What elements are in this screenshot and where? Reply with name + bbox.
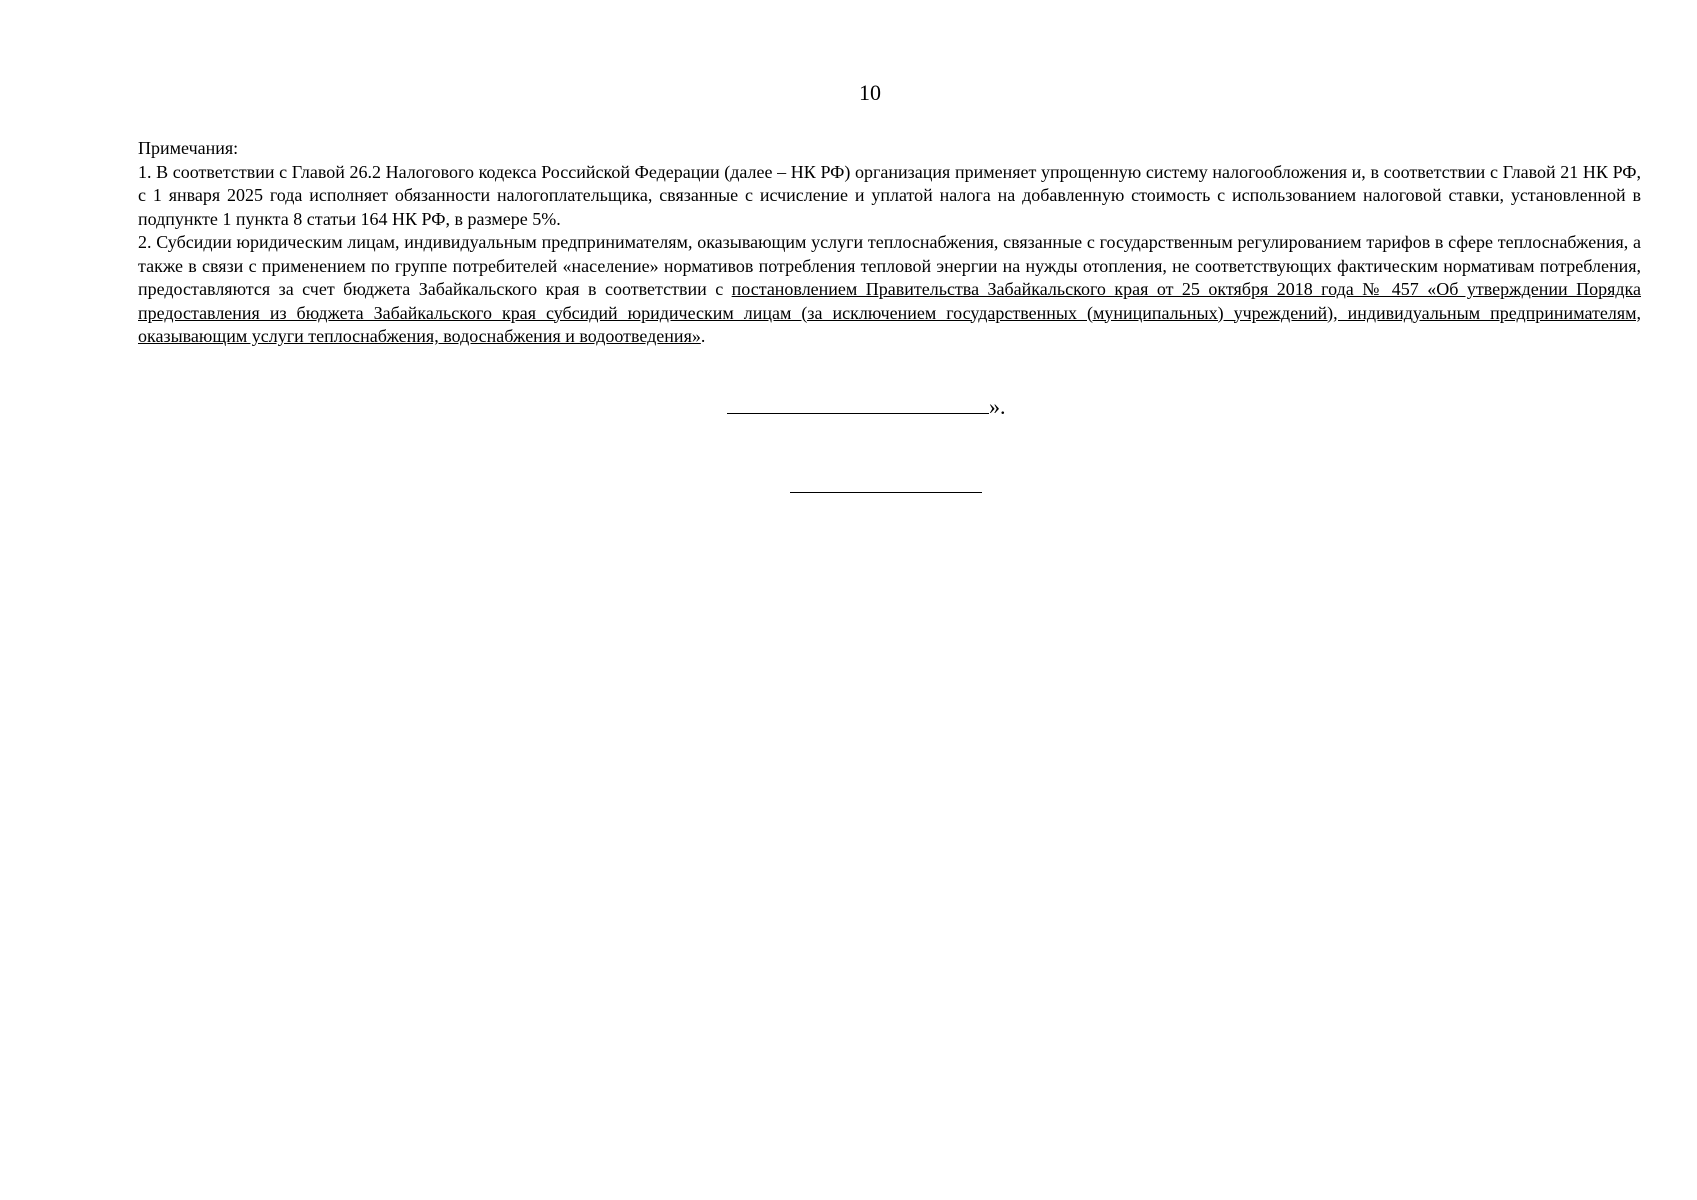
- note-item-2: [138, 231, 1641, 349]
- resolution-reference-link[interactable]: постановлением Правительства Забайкальского края от 25 октября 2018 года № 457 «Об утверждении Порядка предоставления из бюджета Забайкальского края субсидий юридическим лицам (за исключением государственных (муниципальных) учреждений), индивидуальным предпринимателям, оказывающим услуги теплоснабжения, водоснабжения и водоотведения»: [138, 279, 1641, 346]
- end-divider: [790, 492, 982, 493]
- notes-section: [138, 137, 1641, 349]
- note-item-1: 1. В соответствии с Главой 26.2 Налогового кодекса Российской Федерации (далее – НК РФ) организация применяет упрощенную систему налогообложения и, в соответствии с Главой 21 НК РФ, с 1 января 2025 года исполняет обязанности налогоплательщика, связанные с исчисление и уплатой налога на добавленную стоимость с использованием налоговой ставки, установленной в подпункте 1 пункта 8 статьи 164 НК РФ, в размере 5%.: [138, 161, 1641, 229]
- note-item-2-end: .: [700, 326, 706, 346]
- closing-underline: [727, 395, 989, 414]
- closing-mark-line: [727, 394, 1006, 420]
- notes-heading: Примечания:: [138, 138, 239, 158]
- page-number: 10: [859, 80, 881, 105]
- closing-quote: ».: [989, 394, 1006, 419]
- note-item-2-text: 2. Субсидии юридическим лицам, индивидуальным предпринимателям, оказывающим услуги теплоснабжения, связанные с государственным регулированием тарифов в сфере теплоснабжения, а также в связи с применением по группе потребителей «население» нормативов потребления тепловой энергии на нужды отопления, не соответствующих фактическим нормативам потребления, предоставляются за счет бюджета Забайкальского края в соответствии с: [138, 232, 1641, 299]
